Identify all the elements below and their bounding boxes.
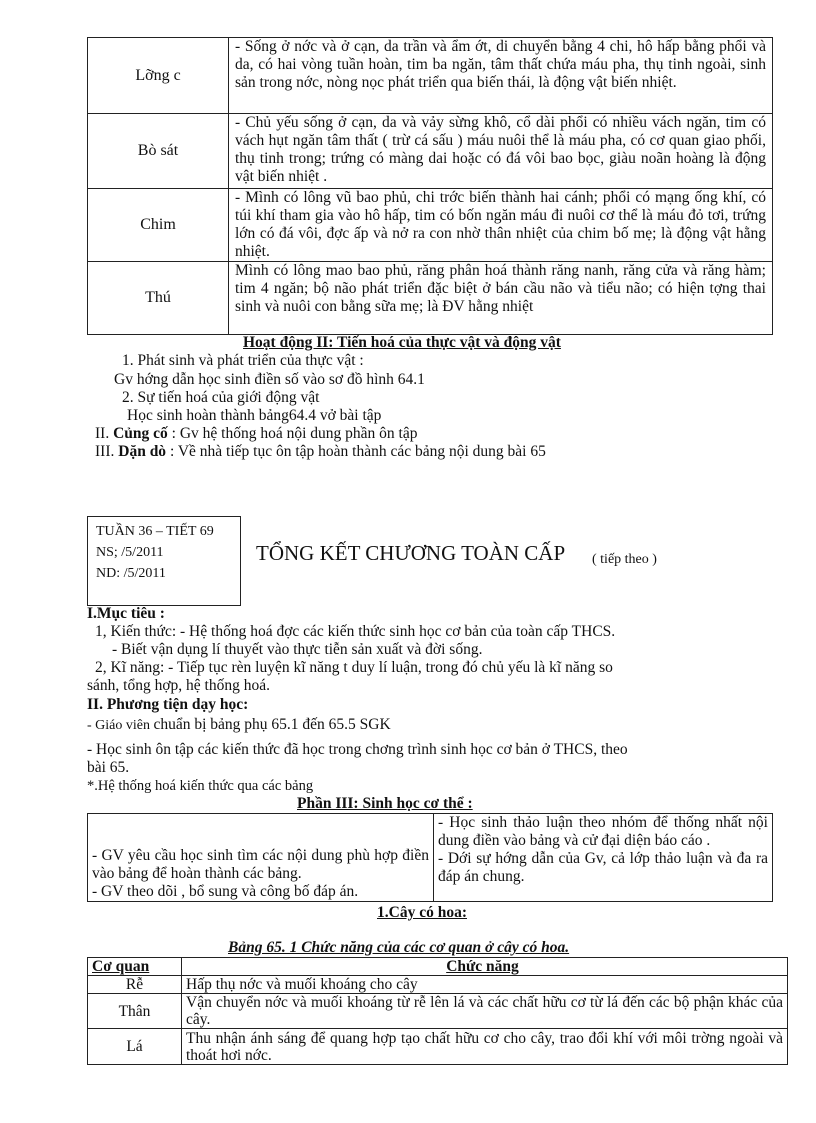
- section-heading: 1.Cây có hoa:: [377, 904, 467, 921]
- text: : Gv hệ thống hoá nội dung phần ôn tập: [167, 425, 418, 442]
- organ-name: Rễ: [88, 976, 182, 994]
- objectives-heading: I.Mục tiêu :: [87, 605, 165, 622]
- means-line: [87, 716, 391, 735]
- means-line: bài 65.: [87, 759, 130, 776]
- objective-line: 1, Kiến thức: - Hệ thống hoá đợc các kiến thức sinh học cơ bản của toàn cấp THCS.: [95, 623, 616, 640]
- activity-line: Học sinh hoàn thành bảng64.4 vở bài tập: [127, 407, 382, 424]
- consolidation-line: [95, 425, 417, 443]
- organ-function: Thu nhận ánh sáng để quang hợp tạo chất hữu cơ cho cây, trao đổi khí với môi trờng ngoài và thoát hơi nớc.: [182, 1029, 788, 1065]
- col-header-organ: Cơ quan: [88, 958, 182, 976]
- class-name: Bò sát: [88, 114, 229, 189]
- class-name: Chim: [88, 189, 229, 262]
- text: - Giáo viên: [87, 718, 154, 733]
- activity-table: [87, 813, 773, 902]
- lesson-info-box: [87, 516, 241, 606]
- text: II.: [95, 425, 114, 442]
- activity-line: 1. Phát sinh và phát triển của thực vật :: [122, 352, 364, 369]
- class-desc: Mình có lông mao bao phủ, răng phân hoá thành răng nanh, răng cửa và răng hàm; tim 4 ngăn; bộ não phát triển đặc biệt ở bán cầu não và tiểu não; có hiện tợng thai sinh và nuôi con bằng sữa mẹ; là ĐV hằng nhiệt: [229, 262, 773, 335]
- table-caption: Bảng 65. 1 Chức năng của các cơ quan ở cây có hoa.: [228, 939, 570, 956]
- homework-line: [95, 443, 546, 461]
- organ-function: Hấp thụ nớc và muối khoáng cho cây: [182, 976, 788, 994]
- means-line: - Học sinh ôn tập các kiến thức đã học trong chơng trình sinh học cơ bản ở THCS, theo: [87, 741, 628, 758]
- week-period: TUẦN 36 – TIẾT 69: [96, 524, 214, 539]
- objective-line: sánh, tổng hợp, hệ thống hoá.: [87, 677, 270, 694]
- objective-line: 2, Kĩ năng: - Tiếp tục rèn luyện kĩ năng t duy lí luận, trong đó chủ yếu là kĩ năng so: [95, 659, 613, 676]
- class-name: Lỡng c: [88, 38, 229, 114]
- organ-name: Thân: [88, 994, 182, 1029]
- means-heading: II. Phương tiện dạy học:: [87, 696, 249, 713]
- lesson-title: TỔNG KẾT CHƯƠNG TOÀN CẤP: [256, 541, 566, 565]
- organ-function-table: [87, 957, 788, 1065]
- means-line: *.Hệ thống hoá kiến thức qua các bảng: [87, 778, 314, 794]
- organ-name: Lá: [88, 1029, 182, 1065]
- student-activity: - Học sinh thảo luận theo nhóm để thống nhất nội dung điền vào bảng và cử đại diện báo cáo . - Dới sự hớng dẫn của Gv, cả lớp thảo luận và đa ra đáp án chung.: [434, 814, 773, 902]
- class-desc: - Mình có lông vũ bao phủ, chi trớc biến thành hai cánh; phổi có mạng ống khí, có túi khí tham gia vào hô hấp, tim có bốn ngăn máu đi nuôi cơ thể là máu đỏ tơi, trứng lớn có đá vôi, đợc ấp và nở ra con nhờ thân nhiệt của chim bố mẹ; là động vật hằng nhiệt.: [229, 189, 773, 262]
- vertebrate-classes-table: [87, 37, 773, 335]
- prep-date: NS; /5/2011: [96, 545, 164, 560]
- activity-line: Gv hớng dẫn học sinh điền số vào sơ đồ hình 64.1: [114, 371, 425, 388]
- objective-line: - Biết vận dụng lí thuyết vào thực tiễn sản xuất và đời sống.: [112, 641, 483, 658]
- label: Dặn dò: [118, 443, 167, 460]
- text: chuẩn bị bảng phụ 65.1 đến 65.5 SGK: [153, 716, 391, 733]
- activity-heading: Hoạt động II: Tiến hoá của thực vật và động vật: [243, 334, 561, 351]
- lesson-subtitle: ( tiếp theo ): [592, 552, 657, 567]
- label: Củng cố: [113, 425, 168, 442]
- text: III.: [95, 443, 119, 460]
- class-name: Thú: [88, 262, 229, 335]
- class-desc: - Chủ yếu sống ở cạn, da và vảy sừng khô, cổ dài phổi có nhiều vách ngăn, tim có vách hụt ngăn tâm thất ( trừ cá sấu ) máu nuôi thể là máu pha, có cơ quan giao phối, thụ tinh trong; trứng có màng dai hoặc có đá vôi bao bọc, giàu noãn hoàng là động vật biến nhiệt .: [229, 114, 773, 189]
- col-header-function: Chức năng: [182, 958, 788, 976]
- teach-date: ND: /5/2011: [96, 566, 166, 581]
- part-heading: Phần III: Sinh học cơ thể :: [297, 795, 473, 812]
- class-desc: - Sống ở nớc và ở cạn, da trần và ẩm ớt, di chuyển bằng 4 chi, hô hấp bằng phổi và da, có hai vòng tuần hoàn, tim ba ngăn, tâm thất chứa máu pha, thụ tinh ngoài, sinh sản trong nớc, nòng nọc phát triển qua biến thái, là động vật biến nhiệt.: [229, 38, 773, 114]
- activity-line: 2. Sự tiến hoá của giới động vật: [122, 389, 320, 406]
- teacher-activity: - GV yêu cầu học sinh tìm các nội dung phù hợp điền vào bảng để hoàn thành các bảng. - GV theo dõi , bổ sung và công bố đáp án.: [88, 814, 434, 902]
- text: : Về nhà tiếp tục ôn tập hoàn thành các bảng nội dung bài 65: [166, 443, 546, 460]
- organ-function: Vận chuyển nớc và muối khoáng từ rễ lên lá và các chất hữu cơ từ lá đến các bộ phận khác của cây.: [182, 994, 788, 1029]
